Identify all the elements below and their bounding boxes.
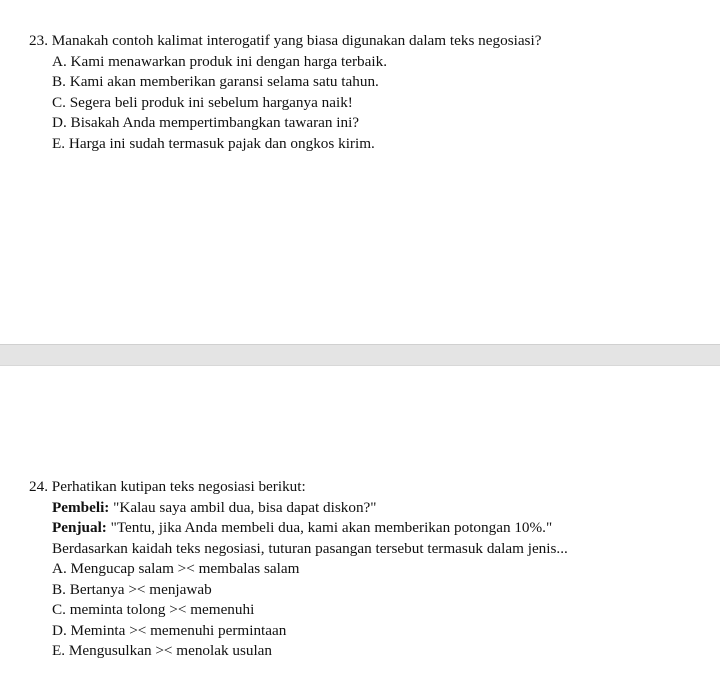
question-23-number: 23.	[29, 32, 48, 49]
question-23	[29, 31, 541, 154]
question-23-option-b: B. Kami akan memberikan garansi selama satu tahun.	[52, 73, 379, 90]
speaker-buyer: Pembeli:	[52, 498, 110, 516]
utterance-buyer: "Kalau saya ambil dua, bisa dapat diskon?"	[109, 498, 377, 516]
utterance-seller: "Tentu, jika Anda membeli dua, kami akan memberikan potongan 10%."	[106, 519, 553, 536]
question-24-option-e: E. Mengusulkan >< menolak usulan	[52, 642, 273, 659]
question-24-stem	[29, 477, 568, 498]
page-separator	[0, 344, 720, 366]
question-24-option-d: D. Meminta >< memenuhi permintaan	[52, 621, 287, 639]
question-23-option-e: E. Harga ini sudah termasuk pajak dan ongkos kirim.	[52, 134, 375, 152]
question-23-option-a: A. Kami menawarkan produk ini dengan harga terbaik.	[52, 52, 387, 70]
question-24-option-a: A. Mengucap salam >< membalas salam	[52, 560, 300, 577]
speaker-seller: Penjual:	[52, 519, 107, 536]
question-24-option-c: C. meminta tolong >< memenuhi	[52, 601, 255, 618]
question-23-option-c: C. Segera beli produk ini sebelum harganya naik!	[52, 93, 353, 111]
question-24-option-b: B. Bertanya >< menjawab	[52, 580, 212, 598]
question-23-option-d: D. Bisakah Anda mempertimbangkan tawaran ini?	[52, 114, 360, 131]
question-24-prompt: Berdasarkan kaidah teks negosiasi, tuturan pasangan tersebut termasuk dalam jenis...	[52, 539, 568, 557]
question-24-text: Perhatikan kutipan teks negosiasi berikut:	[51, 478, 306, 495]
question-24-number: 24.	[29, 478, 48, 495]
question-23-text: Manakah contoh kalimat interogatif yang biasa digunakan dalam teks negosiasi?	[51, 32, 542, 49]
question-24	[29, 477, 568, 662]
question-23-stem	[29, 31, 541, 52]
dialog-line-buyer	[29, 498, 568, 519]
dialog-line-seller	[29, 518, 568, 539]
